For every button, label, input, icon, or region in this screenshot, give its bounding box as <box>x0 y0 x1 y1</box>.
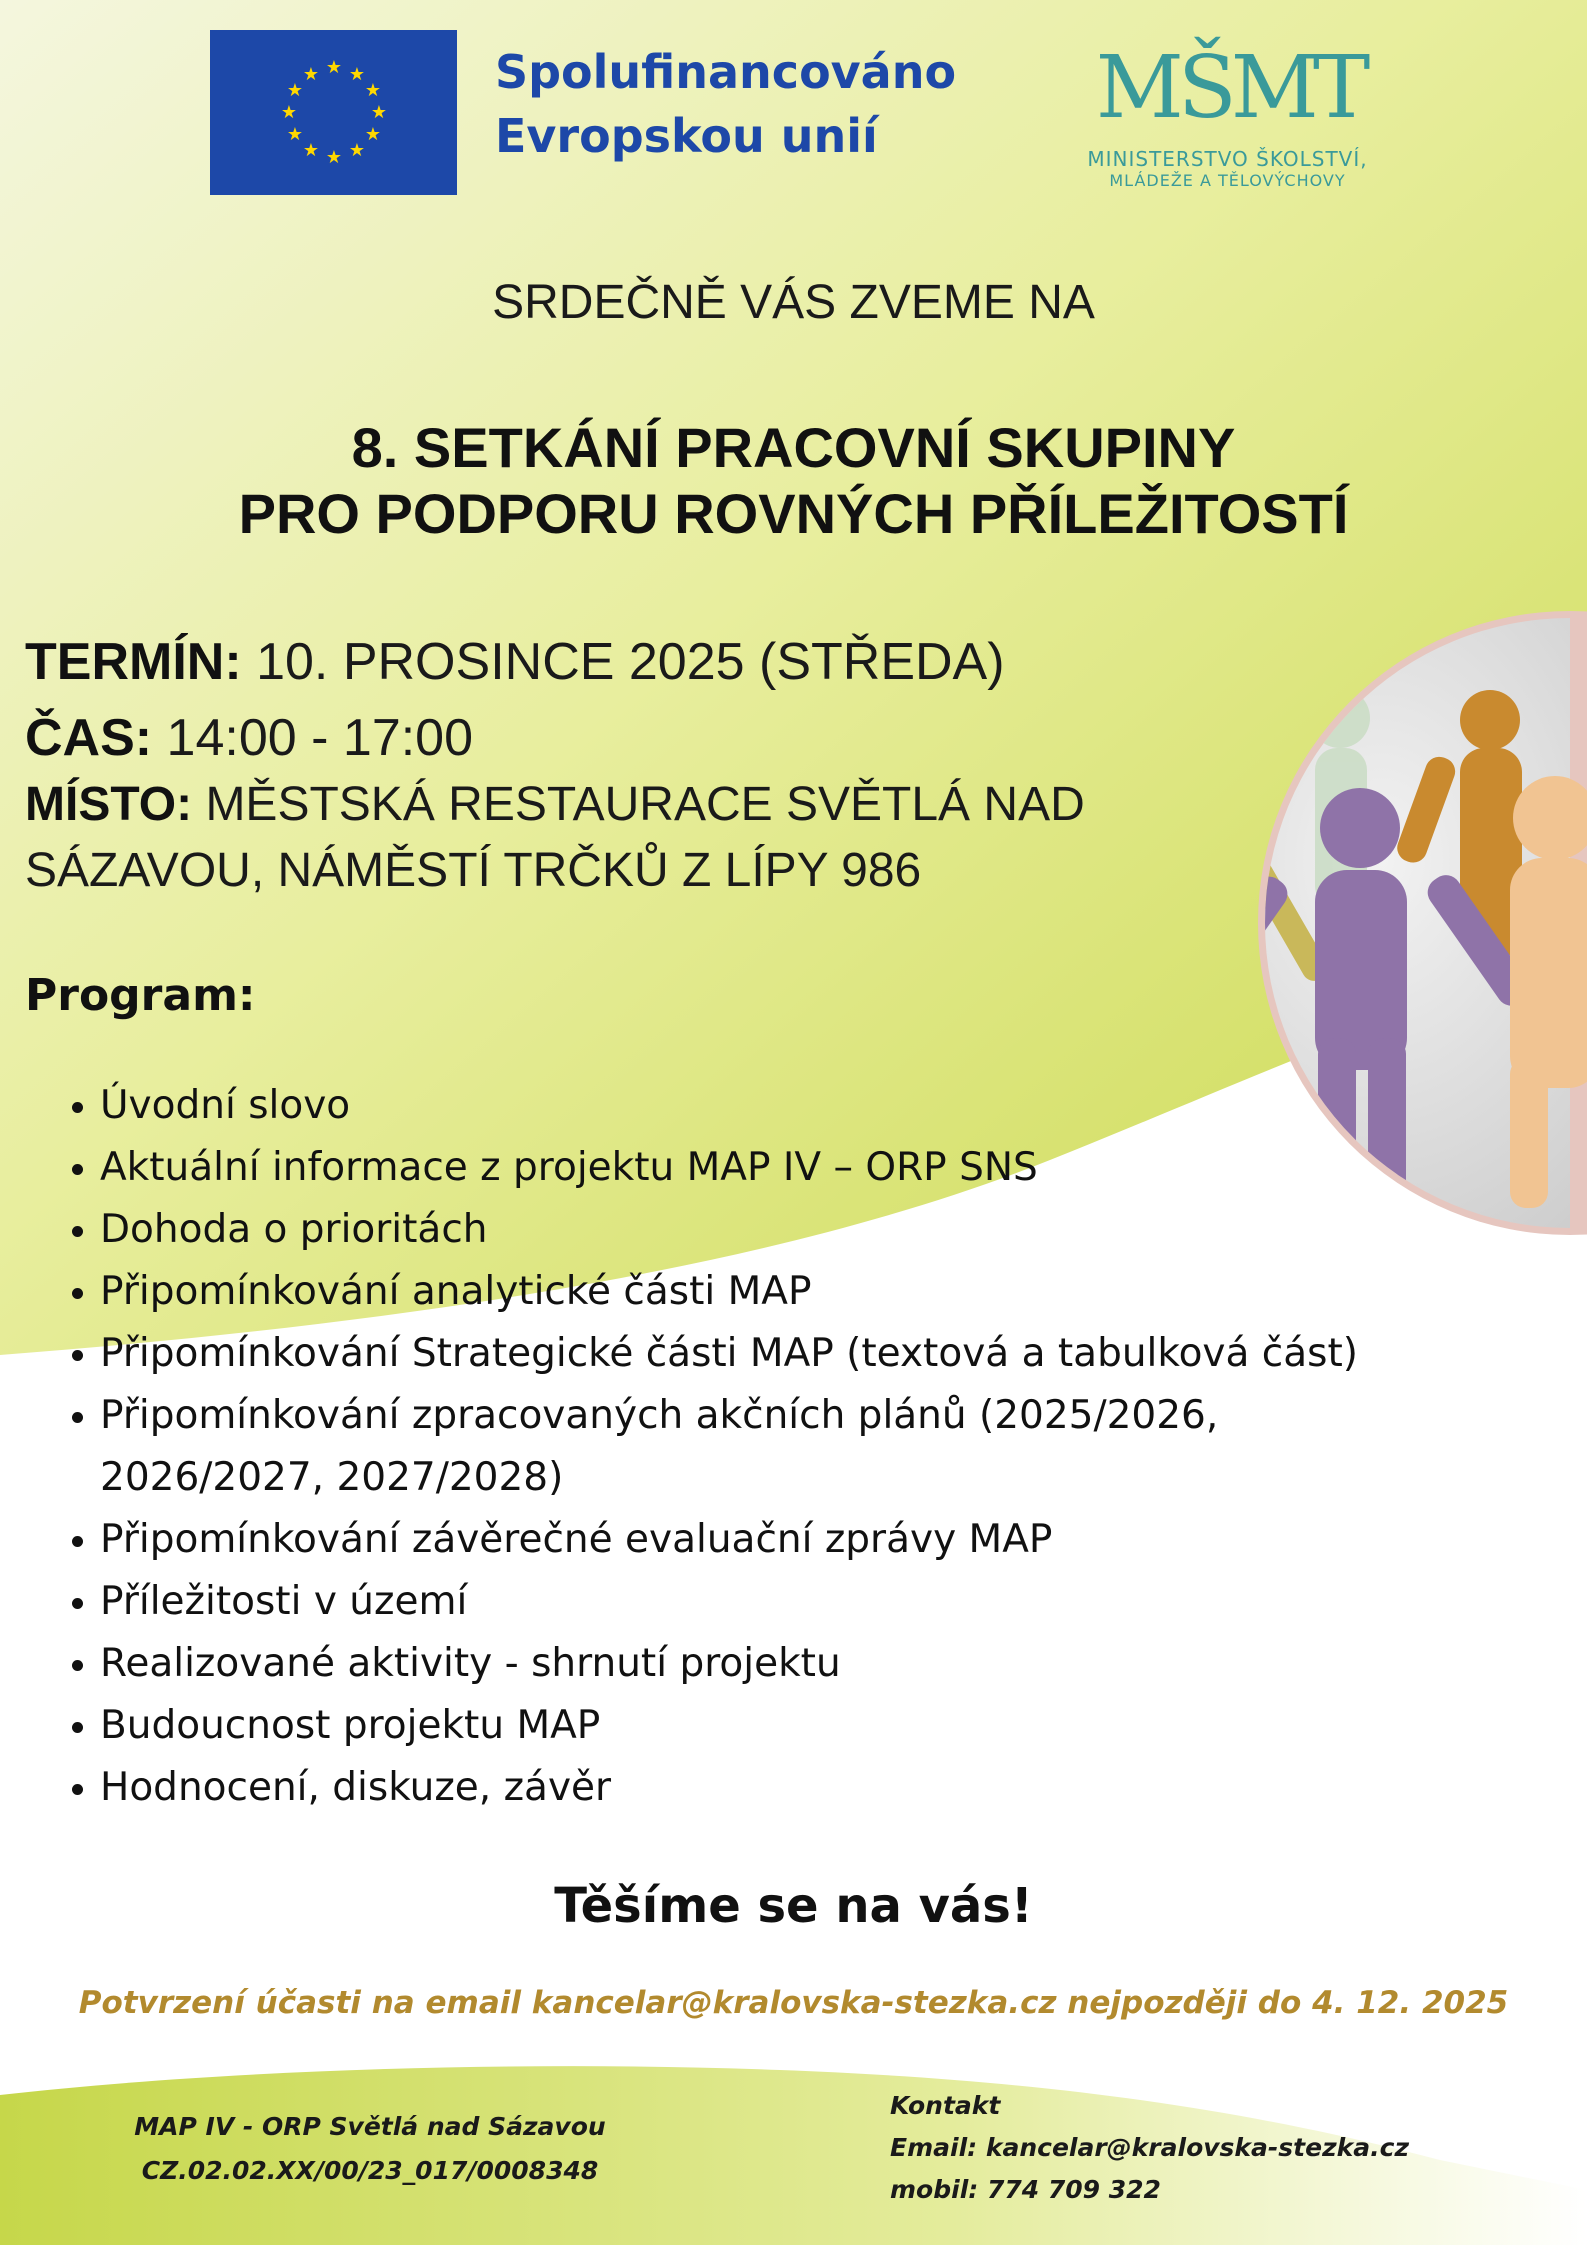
svg-text:★: ★ <box>286 80 304 101</box>
event-time <box>25 708 473 768</box>
contact-email: Email: kancelar@kralovska-stezka.cz <box>890 2133 1409 2162</box>
program-item: • Hodnocení, diskuze, závěr <box>100 1757 1500 1819</box>
program-item: • Aktuální informace z projektu MAP IV – ORP SNS <box>100 1137 1500 1199</box>
project-name: MAP IV - ORP Světlá nad Sázavou <box>134 2112 606 2141</box>
msmt-logo-mark <box>1095 22 1365 142</box>
svg-text:★: ★ <box>280 102 298 123</box>
msmt-text-line2: MLÁDEŽE A TĚLOVÝCHOVY <box>1109 171 1346 190</box>
date-label: TERMÍN: <box>25 633 242 691</box>
program-item: • Budoucnost projektu MAP <box>100 1695 1500 1757</box>
time-label: ČAS: <box>25 709 153 767</box>
eu-text-line1: Spolufinancováno <box>495 45 957 99</box>
invitation-heading: SRDEČNĚ VÁS ZVEME NA <box>492 276 1095 329</box>
msmt-logo-text <box>1055 148 1400 192</box>
contact-heading: Kontakt <box>890 2091 1001 2120</box>
contact-phone: mobil: 774 709 322 <box>890 2175 1161 2204</box>
date-value: 10. PROSINCE 2025 (STŘEDA) <box>241 633 1005 691</box>
program-item: • Úvodní slovo <box>100 1075 1500 1137</box>
svg-text:★: ★ <box>364 124 382 145</box>
program-item: • Realizované aktivity - shrnutí projektu <box>100 1633 1500 1695</box>
closing-greeting: Těšíme se na vás! <box>554 1878 1033 1934</box>
project-registration-number: CZ.02.02.XX/00/23_017/0008348 <box>141 2156 599 2185</box>
svg-text:★: ★ <box>286 124 304 145</box>
event-title <box>0 415 1587 547</box>
svg-text:★: ★ <box>325 147 343 168</box>
event-title-line2: PRO PODPORU ROVNÝCH PŘÍLEŽITOSTÍ <box>238 482 1349 545</box>
contact-info <box>890 2085 1409 2211</box>
place-label: MÍSTO: <box>25 778 193 831</box>
rsvp-confirmation-note: Potvrzení účasti na email kancelar@kralovska-stezka.cz nejpozději do 4. 12. 2025 <box>78 1985 1509 2021</box>
event-date <box>25 632 1005 692</box>
eu-text-line2: Evropskou unií <box>495 109 878 163</box>
time-value: 14:00 - 17:00 <box>152 709 474 767</box>
program-item: • Příležitosti v území <box>100 1571 1500 1633</box>
svg-text:★: ★ <box>348 64 366 85</box>
svg-text:★: ★ <box>302 140 320 161</box>
svg-text:★: ★ <box>348 140 366 161</box>
eu-flag-logo <box>210 30 457 195</box>
program-heading: Program: <box>25 970 256 1021</box>
svg-text:★: ★ <box>364 80 382 101</box>
svg-text:★: ★ <box>302 64 320 85</box>
program-item: • Připomínkování analytické části MAP <box>100 1261 1500 1323</box>
program-item: • Připomínkování Strategické části MAP (textová a tabulková část) <box>100 1323 1500 1385</box>
msmt-text-line1: MINISTERSTVO ŠKOLSTVÍ, <box>1087 147 1368 171</box>
program-item: • Připomínkování zpracovaných akčních plánů (2025/2026, 2026/2027, 2027/2028) <box>100 1385 1360 1509</box>
program-item: • Připomínkování závěrečné evaluační zprávy MAP <box>100 1509 1500 1571</box>
svg-text:★: ★ <box>370 102 388 123</box>
msmt-mark-text: MŠMT <box>1095 38 1365 138</box>
project-info <box>120 2105 620 2193</box>
place-value: MĚSTSKÁ RESTAURACE SVĚTLÁ NAD SÁZAVOU, NÁMĚSTÍ TRČKŮ Z LÍPY 986 <box>25 778 1085 897</box>
event-place <box>25 772 1125 904</box>
svg-text:★: ★ <box>325 57 343 78</box>
eu-cofinanced-text <box>495 40 956 168</box>
program-item: • Dohoda o prioritách <box>100 1199 1500 1261</box>
program-list <box>60 1075 1500 1819</box>
event-title-line1: 8. SETKÁNÍ PRACOVNÍ SKUPINY <box>351 416 1236 479</box>
